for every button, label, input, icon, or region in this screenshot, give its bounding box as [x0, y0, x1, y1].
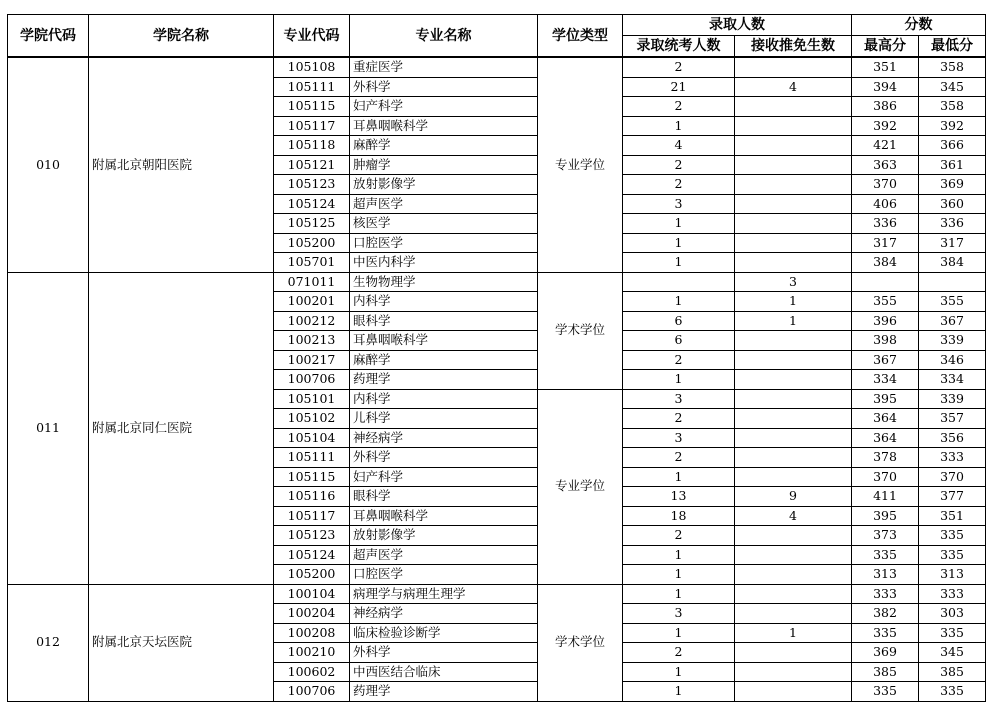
admitted-exam-cell: 3 — [623, 194, 735, 214]
major-code-cell: 105115 — [274, 467, 350, 487]
score-min-cell: 360 — [919, 194, 986, 214]
header-major-code: 专业代码 — [274, 15, 350, 58]
score-max-cell: 317 — [852, 233, 919, 253]
degree-type-cell: 专业学位 — [538, 389, 623, 584]
major-name-cell: 耳鼻咽喉科学 — [350, 506, 538, 526]
score-max-cell: 398 — [852, 331, 919, 351]
score-max-cell: 333 — [852, 584, 919, 604]
header-admitted-exam: 录取统考人数 — [623, 36, 735, 58]
score-max-cell: 396 — [852, 311, 919, 331]
admitted-exam-cell: 1 — [623, 233, 735, 253]
major-code-cell: 105125 — [274, 214, 350, 234]
major-code-cell: 105124 — [274, 194, 350, 214]
admitted-exam-cell: 2 — [623, 155, 735, 175]
admitted-recommended-cell — [735, 136, 852, 156]
degree-type-cell: 专业学位 — [538, 57, 623, 272]
score-max-cell: 395 — [852, 389, 919, 409]
header-score: 分数 — [852, 15, 986, 36]
score-max-cell: 335 — [852, 623, 919, 643]
major-name-cell: 超声医学 — [350, 194, 538, 214]
admitted-exam-cell: 1 — [623, 116, 735, 136]
major-code-cell: 105116 — [274, 487, 350, 507]
major-name-cell: 口腔医学 — [350, 565, 538, 585]
admitted-exam-cell: 3 — [623, 389, 735, 409]
admitted-exam-cell: 1 — [623, 292, 735, 312]
major-code-cell: 100706 — [274, 370, 350, 390]
score-max-cell: 351 — [852, 57, 919, 77]
score-max-cell — [852, 272, 919, 292]
college-code-cell: 010 — [8, 57, 89, 272]
admitted-exam-cell: 1 — [623, 214, 735, 234]
score-min-cell: 339 — [919, 389, 986, 409]
admitted-exam-cell: 2 — [623, 57, 735, 77]
admitted-recommended-cell — [735, 370, 852, 390]
college-name-cell: 附属北京天坛医院 — [89, 584, 274, 701]
major-code-cell: 105121 — [274, 155, 350, 175]
score-min-cell: 385 — [919, 662, 986, 682]
degree-type-cell: 学术学位 — [538, 584, 623, 701]
score-min-cell: 303 — [919, 604, 986, 624]
admitted-exam-cell: 3 — [623, 604, 735, 624]
major-name-cell: 放射影像学 — [350, 526, 538, 546]
table-row — [8, 272, 986, 292]
major-code-cell: 105200 — [274, 565, 350, 585]
score-max-cell: 335 — [852, 545, 919, 565]
major-name-cell: 内科学 — [350, 389, 538, 409]
major-code-cell: 071011 — [274, 272, 350, 292]
major-code-cell: 105123 — [274, 526, 350, 546]
score-min-cell: 351 — [919, 506, 986, 526]
major-code-cell: 105111 — [274, 77, 350, 97]
major-code-cell: 100204 — [274, 604, 350, 624]
admitted-recommended-cell — [735, 448, 852, 468]
admitted-recommended-cell: 1 — [735, 292, 852, 312]
score-max-cell: 313 — [852, 565, 919, 585]
score-min-cell: 356 — [919, 428, 986, 448]
score-max-cell: 392 — [852, 116, 919, 136]
admitted-exam-cell: 1 — [623, 584, 735, 604]
score-min-cell: 358 — [919, 97, 986, 117]
admitted-exam-cell — [623, 272, 735, 292]
admitted-exam-cell: 2 — [623, 350, 735, 370]
score-min-cell: 355 — [919, 292, 986, 312]
admission-table — [7, 14, 986, 702]
score-min-cell: 335 — [919, 545, 986, 565]
major-name-cell: 临床检验诊断学 — [350, 623, 538, 643]
admitted-recommended-cell — [735, 194, 852, 214]
score-max-cell: 394 — [852, 77, 919, 97]
score-min-cell: 361 — [919, 155, 986, 175]
major-code-cell: 100213 — [274, 331, 350, 351]
table-header — [8, 15, 986, 58]
score-max-cell: 378 — [852, 448, 919, 468]
score-max-cell: 336 — [852, 214, 919, 234]
admitted-recommended-cell — [735, 175, 852, 195]
admitted-recommended-cell — [735, 233, 852, 253]
admitted-recommended-cell — [735, 428, 852, 448]
admitted-recommended-cell — [735, 214, 852, 234]
score-max-cell: 385 — [852, 662, 919, 682]
major-name-cell: 中医内科学 — [350, 253, 538, 273]
admitted-exam-cell: 1 — [623, 623, 735, 643]
college-name-cell: 附属北京同仁医院 — [89, 272, 274, 584]
major-code-cell: 100706 — [274, 682, 350, 702]
major-name-cell: 外科学 — [350, 643, 538, 663]
header-college-code: 学院代码 — [8, 15, 89, 58]
major-name-cell: 儿科学 — [350, 409, 538, 429]
college-code-cell: 012 — [8, 584, 89, 701]
major-name-cell: 药理学 — [350, 682, 538, 702]
admitted-recommended-cell — [735, 565, 852, 585]
major-code-cell: 105123 — [274, 175, 350, 195]
header-major-name: 专业名称 — [350, 15, 538, 58]
major-name-cell: 病理学与病理生理学 — [350, 584, 538, 604]
score-max-cell: 373 — [852, 526, 919, 546]
score-max-cell: 335 — [852, 682, 919, 702]
admitted-exam-cell: 3 — [623, 428, 735, 448]
score-max-cell: 411 — [852, 487, 919, 507]
score-min-cell: 335 — [919, 526, 986, 546]
header-college-name: 学院名称 — [89, 15, 274, 58]
major-name-cell: 眼科学 — [350, 311, 538, 331]
score-max-cell: 421 — [852, 136, 919, 156]
table-body — [8, 57, 986, 701]
score-max-cell: 382 — [852, 604, 919, 624]
score-max-cell: 395 — [852, 506, 919, 526]
admitted-exam-cell: 1 — [623, 662, 735, 682]
admitted-recommended-cell — [735, 662, 852, 682]
admitted-recommended-cell — [735, 409, 852, 429]
admitted-exam-cell: 2 — [623, 448, 735, 468]
score-min-cell: 370 — [919, 467, 986, 487]
score-max-cell: 386 — [852, 97, 919, 117]
major-code-cell: 105701 — [274, 253, 350, 273]
admitted-recommended-cell: 1 — [735, 311, 852, 331]
admitted-exam-cell: 2 — [623, 175, 735, 195]
admitted-exam-cell: 2 — [623, 526, 735, 546]
score-min-cell: 335 — [919, 623, 986, 643]
admitted-exam-cell: 2 — [623, 643, 735, 663]
major-code-cell: 100217 — [274, 350, 350, 370]
admitted-recommended-cell: 3 — [735, 272, 852, 292]
major-code-cell: 100210 — [274, 643, 350, 663]
score-min-cell: 358 — [919, 57, 986, 77]
major-code-cell: 105104 — [274, 428, 350, 448]
score-max-cell: 334 — [852, 370, 919, 390]
score-min-cell: 366 — [919, 136, 986, 156]
score-min-cell: 384 — [919, 253, 986, 273]
major-name-cell: 肿瘤学 — [350, 155, 538, 175]
score-min-cell: 345 — [919, 77, 986, 97]
score-min-cell: 334 — [919, 370, 986, 390]
major-name-cell: 神经病学 — [350, 428, 538, 448]
major-name-cell: 生物物理学 — [350, 272, 538, 292]
score-max-cell: 406 — [852, 194, 919, 214]
admitted-exam-cell: 1 — [623, 370, 735, 390]
major-code-cell: 100212 — [274, 311, 350, 331]
admitted-exam-cell: 1 — [623, 467, 735, 487]
major-code-cell: 105117 — [274, 506, 350, 526]
score-min-cell: 339 — [919, 331, 986, 351]
score-min-cell: 333 — [919, 584, 986, 604]
admitted-recommended-cell: 4 — [735, 77, 852, 97]
admitted-recommended-cell — [735, 643, 852, 663]
major-code-cell: 105108 — [274, 57, 350, 77]
score-min-cell: 377 — [919, 487, 986, 507]
score-max-cell: 364 — [852, 409, 919, 429]
major-name-cell: 妇产科学 — [350, 467, 538, 487]
score-max-cell: 384 — [852, 253, 919, 273]
major-code-cell: 105102 — [274, 409, 350, 429]
score-max-cell: 367 — [852, 350, 919, 370]
admitted-recommended-cell: 1 — [735, 623, 852, 643]
admitted-exam-cell: 1 — [623, 682, 735, 702]
major-code-cell: 100104 — [274, 584, 350, 604]
major-code-cell: 105200 — [274, 233, 350, 253]
score-min-cell: 335 — [919, 682, 986, 702]
major-name-cell: 放射影像学 — [350, 175, 538, 195]
admitted-recommended-cell — [735, 57, 852, 77]
admitted-recommended-cell — [735, 97, 852, 117]
major-code-cell: 105117 — [274, 116, 350, 136]
admitted-recommended-cell — [735, 155, 852, 175]
major-code-cell: 105101 — [274, 389, 350, 409]
score-max-cell: 364 — [852, 428, 919, 448]
admitted-recommended-cell — [735, 604, 852, 624]
admitted-recommended-cell: 4 — [735, 506, 852, 526]
score-min-cell: 336 — [919, 214, 986, 234]
major-name-cell: 麻醉学 — [350, 136, 538, 156]
major-code-cell: 100208 — [274, 623, 350, 643]
major-name-cell: 神经病学 — [350, 604, 538, 624]
major-name-cell: 耳鼻咽喉科学 — [350, 116, 538, 136]
table-row — [8, 57, 986, 77]
admitted-exam-cell: 2 — [623, 409, 735, 429]
admitted-recommended-cell — [735, 350, 852, 370]
score-max-cell: 370 — [852, 467, 919, 487]
admitted-recommended-cell — [735, 526, 852, 546]
score-min-cell: 313 — [919, 565, 986, 585]
major-name-cell: 中西医结合临床 — [350, 662, 538, 682]
score-max-cell: 369 — [852, 643, 919, 663]
score-max-cell: 355 — [852, 292, 919, 312]
major-name-cell: 眼科学 — [350, 487, 538, 507]
score-min-cell: 369 — [919, 175, 986, 195]
admitted-exam-cell: 4 — [623, 136, 735, 156]
major-code-cell: 105124 — [274, 545, 350, 565]
major-code-cell: 105118 — [274, 136, 350, 156]
score-min-cell: 367 — [919, 311, 986, 331]
admitted-recommended-cell — [735, 467, 852, 487]
admitted-exam-cell: 6 — [623, 311, 735, 331]
admitted-exam-cell: 21 — [623, 77, 735, 97]
admitted-exam-cell: 13 — [623, 487, 735, 507]
admitted-exam-cell: 18 — [623, 506, 735, 526]
score-min-cell: 392 — [919, 116, 986, 136]
admitted-recommended-cell — [735, 331, 852, 351]
major-name-cell: 外科学 — [350, 448, 538, 468]
admitted-recommended-cell — [735, 682, 852, 702]
major-name-cell: 超声医学 — [350, 545, 538, 565]
admitted-exam-cell: 2 — [623, 97, 735, 117]
admitted-recommended-cell — [735, 389, 852, 409]
major-name-cell: 外科学 — [350, 77, 538, 97]
score-max-cell: 370 — [852, 175, 919, 195]
major-name-cell: 妇产科学 — [350, 97, 538, 117]
score-max-cell: 363 — [852, 155, 919, 175]
score-min-cell: 346 — [919, 350, 986, 370]
header-score-min: 最低分 — [919, 36, 986, 58]
admitted-exam-cell: 1 — [623, 545, 735, 565]
table-row — [8, 584, 986, 604]
admitted-recommended-cell — [735, 584, 852, 604]
header-score-max: 最高分 — [852, 36, 919, 58]
score-min-cell — [919, 272, 986, 292]
major-name-cell: 口腔医学 — [350, 233, 538, 253]
degree-type-cell: 学术学位 — [538, 272, 623, 389]
score-min-cell: 357 — [919, 409, 986, 429]
major-name-cell: 核医学 — [350, 214, 538, 234]
college-code-cell: 011 — [8, 272, 89, 584]
college-name-cell: 附属北京朝阳医院 — [89, 57, 274, 272]
major-code-cell: 105115 — [274, 97, 350, 117]
major-code-cell: 100201 — [274, 292, 350, 312]
major-name-cell: 重症医学 — [350, 57, 538, 77]
score-min-cell: 345 — [919, 643, 986, 663]
admitted-recommended-cell — [735, 253, 852, 273]
major-name-cell: 耳鼻咽喉科学 — [350, 331, 538, 351]
header-admitted: 录取人数 — [623, 15, 852, 36]
major-code-cell: 105111 — [274, 448, 350, 468]
admitted-recommended-cell — [735, 116, 852, 136]
admitted-exam-cell: 1 — [623, 565, 735, 585]
admitted-exam-cell: 6 — [623, 331, 735, 351]
admitted-recommended-cell — [735, 545, 852, 565]
admitted-exam-cell: 1 — [623, 253, 735, 273]
major-code-cell: 100602 — [274, 662, 350, 682]
major-name-cell: 麻醉学 — [350, 350, 538, 370]
header-degree-type: 学位类型 — [538, 15, 623, 58]
admitted-recommended-cell: 9 — [735, 487, 852, 507]
major-name-cell: 内科学 — [350, 292, 538, 312]
score-min-cell: 317 — [919, 233, 986, 253]
major-name-cell: 药理学 — [350, 370, 538, 390]
score-min-cell: 333 — [919, 448, 986, 468]
header-admitted-recommended: 接收推免生数 — [735, 36, 852, 58]
